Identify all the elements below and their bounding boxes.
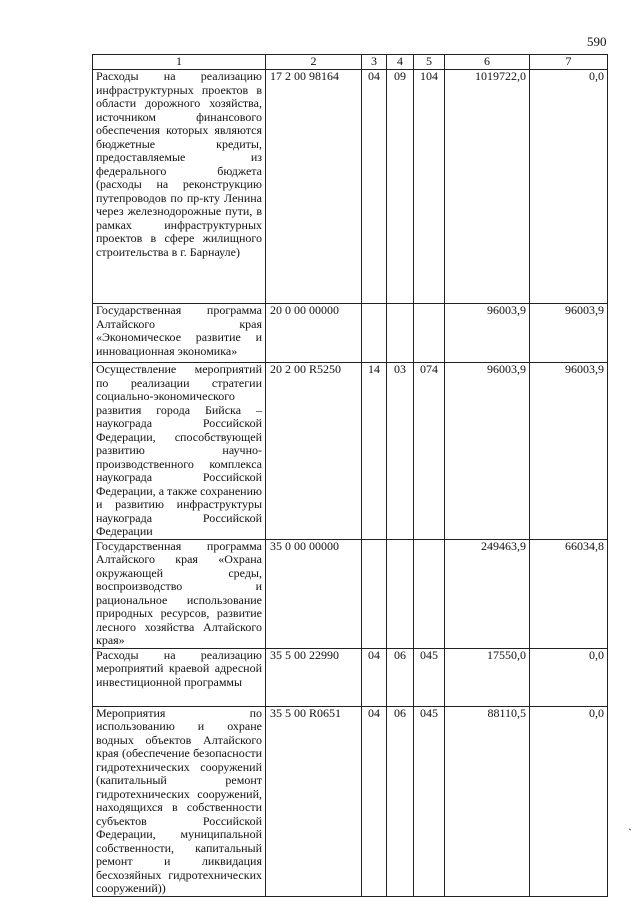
row-amount-1: 96003,9 xyxy=(445,363,530,540)
table-row xyxy=(93,70,608,304)
margin-mark: ` xyxy=(628,826,632,840)
row-amount-1: 88110,5 xyxy=(445,706,530,896)
header-col-2: 2 xyxy=(266,55,362,70)
row-amount-1: 1019722,0 xyxy=(445,70,530,304)
header-col-7: 7 xyxy=(530,55,608,70)
row-section xyxy=(362,539,387,648)
row-amount-2: 0,0 xyxy=(530,706,608,896)
row-expense-type: 074 xyxy=(414,363,445,540)
row-expense-type xyxy=(414,539,445,648)
row-amount-2: 96003,9 xyxy=(530,363,608,540)
row-subsection xyxy=(387,539,414,648)
header-col-3: 3 xyxy=(362,55,387,70)
row-section: 04 xyxy=(362,70,387,304)
header-col-6: 6 xyxy=(445,55,530,70)
row-code: 35 0 00 00000 xyxy=(266,539,362,648)
row-code: 35 5 00 22990 xyxy=(266,648,362,706)
row-expense-type xyxy=(414,304,445,363)
table-row xyxy=(93,706,608,896)
row-amount-1: 96003,9 xyxy=(445,304,530,363)
table-row xyxy=(93,363,608,540)
row-expense-type: 045 xyxy=(414,648,445,706)
row-subsection: 06 xyxy=(387,706,414,896)
row-description: Государственная программа Алтайского края «Охрана окружающей среды, воспроизводство и рациональное использование природных ресурсов, развитие лесного хозяйства Алтайского края» xyxy=(93,539,266,648)
row-subsection: 09 xyxy=(387,70,414,304)
row-section: 14 xyxy=(362,363,387,540)
row-subsection: 03 xyxy=(387,363,414,540)
row-amount-2: 96003,9 xyxy=(530,304,608,363)
row-description: Мероприятия по использованию и охране водных объектов Алтайского края (обеспечение безопасности гидротехнических сооружений (капитальный ремонт гидротехнических сооружений, находящихся в собственности субъектов Российской Федерации, муниципальной собственности, капитальный ремонт и ликвидация бесхозяйных гидротехнических сооружений)) xyxy=(93,706,266,896)
row-section xyxy=(362,304,387,363)
row-expense-type: 045 xyxy=(414,706,445,896)
row-description: Государственная программа Алтайского края «Экономическое развитие и инновационная экономика» xyxy=(93,304,266,363)
row-section: 04 xyxy=(362,706,387,896)
page-number: 590 xyxy=(587,34,607,49)
row-code: 35 5 00 R0651 xyxy=(266,706,362,896)
table-row xyxy=(93,648,608,706)
row-description: Осуществление мероприятий по реализации стратегии социально-экономического развития города Бийска – наукограда Российской Федерации, способствующей развитию научно-производственного комплекса наукограда Российской Федерации, а также сохранению и развитию инфраструктуры наукограда Российской Федерации xyxy=(93,363,266,540)
table-row xyxy=(93,539,608,648)
row-amount-2: 0,0 xyxy=(530,648,608,706)
row-amount-2: 66034,8 xyxy=(530,539,608,648)
header-col-1: 1 xyxy=(93,55,266,70)
row-code: 20 2 00 R5250 xyxy=(266,363,362,540)
row-amount-2: 0,0 xyxy=(530,70,608,304)
row-code: 17 2 00 98164 xyxy=(266,70,362,304)
row-description: Расходы на реализацию инфраструктурных проектов в области дорожного хозяйства, источником финансового обеспечения которых являются бюджетные кредиты, предоставляемые из федерального бюджета (расходы на реконструкцию путепроводов по пр-кту Ленина через железнодорожные пути, в рамках инфраструктурных проектов в сфере жилищного строительства в г. Барнауле) xyxy=(93,70,266,304)
header-col-5: 5 xyxy=(414,55,445,70)
row-code: 20 0 00 00000 xyxy=(266,304,362,363)
row-amount-1: 17550,0 xyxy=(445,648,530,706)
header-row xyxy=(93,55,608,70)
row-amount-1: 249463,9 xyxy=(445,539,530,648)
row-description: Расходы на реализацию мероприятий краевой адресной инвестиционной программы xyxy=(93,648,266,706)
row-section: 04 xyxy=(362,648,387,706)
budget-table xyxy=(92,54,608,897)
header-col-4: 4 xyxy=(387,55,414,70)
row-subsection: 06 xyxy=(387,648,414,706)
table-row xyxy=(93,304,608,363)
row-expense-type: 104 xyxy=(414,70,445,304)
row-subsection xyxy=(387,304,414,363)
